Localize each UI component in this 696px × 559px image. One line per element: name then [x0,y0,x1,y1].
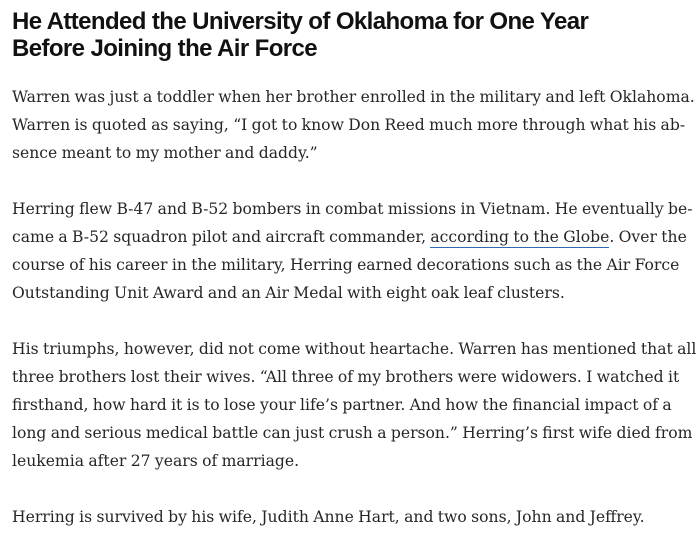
paragraph-line: Herring is survived by his wife, Judith Anne Hart, and two sons, John and Jeffrey. [12,508,645,526]
paragraph-2 [12,195,693,307]
paragraph-text: . Over the [609,228,687,246]
section-heading-line-2: Before Joining the Air Force [12,35,318,62]
paragraph-line: course of his career in the military, Herring earned decorations such as the Air Force [12,256,680,274]
globe-source-link[interactable]: according to the Globe [430,228,610,246]
paragraph-line: long and serious medical battle can just crush a person.” Herring’s first wife died from [12,424,693,442]
article-body [12,8,696,559]
paragraph-text: came a B-52 squadron pilot and aircraft commander, [12,228,431,246]
section-heading [12,8,632,62]
paragraph-3 [12,335,696,475]
paragraph-line: Herring flew B-47 and B-52 bombers in combat missions in Vietnam. He eventually be- [12,200,693,218]
section-heading-line-1: He Attended the University of Oklahoma for One Year [12,8,589,35]
paragraph-1 [12,83,695,167]
paragraph-line [12,223,687,251]
paragraph-line: Warren is quoted as saying, “I got to know Don Reed much more through what his ab- [12,116,686,134]
paragraph-line: Warren was just a toddler when her brother enrolled in the military and left Oklahoma. [12,88,695,106]
paragraph-line: firsthand, how hard it is to lose your life’s partner. And how the financial impact of a [12,396,672,414]
paragraph-line: sence meant to my mother and daddy.” [12,144,318,162]
paragraph-line: leukemia after 27 years of marriage. [12,452,300,470]
paragraph-4 [12,503,645,531]
paragraph-line: three brothers lost their wives. “All three of my brothers were widowers. I watched it [12,368,680,386]
paragraph-line: His triumphs, however, did not come without heartache. Warren has mentioned that all [12,340,696,358]
paragraph-line: Outstanding Unit Award and an Air Medal with eight oak leaf clusters. [12,284,565,302]
